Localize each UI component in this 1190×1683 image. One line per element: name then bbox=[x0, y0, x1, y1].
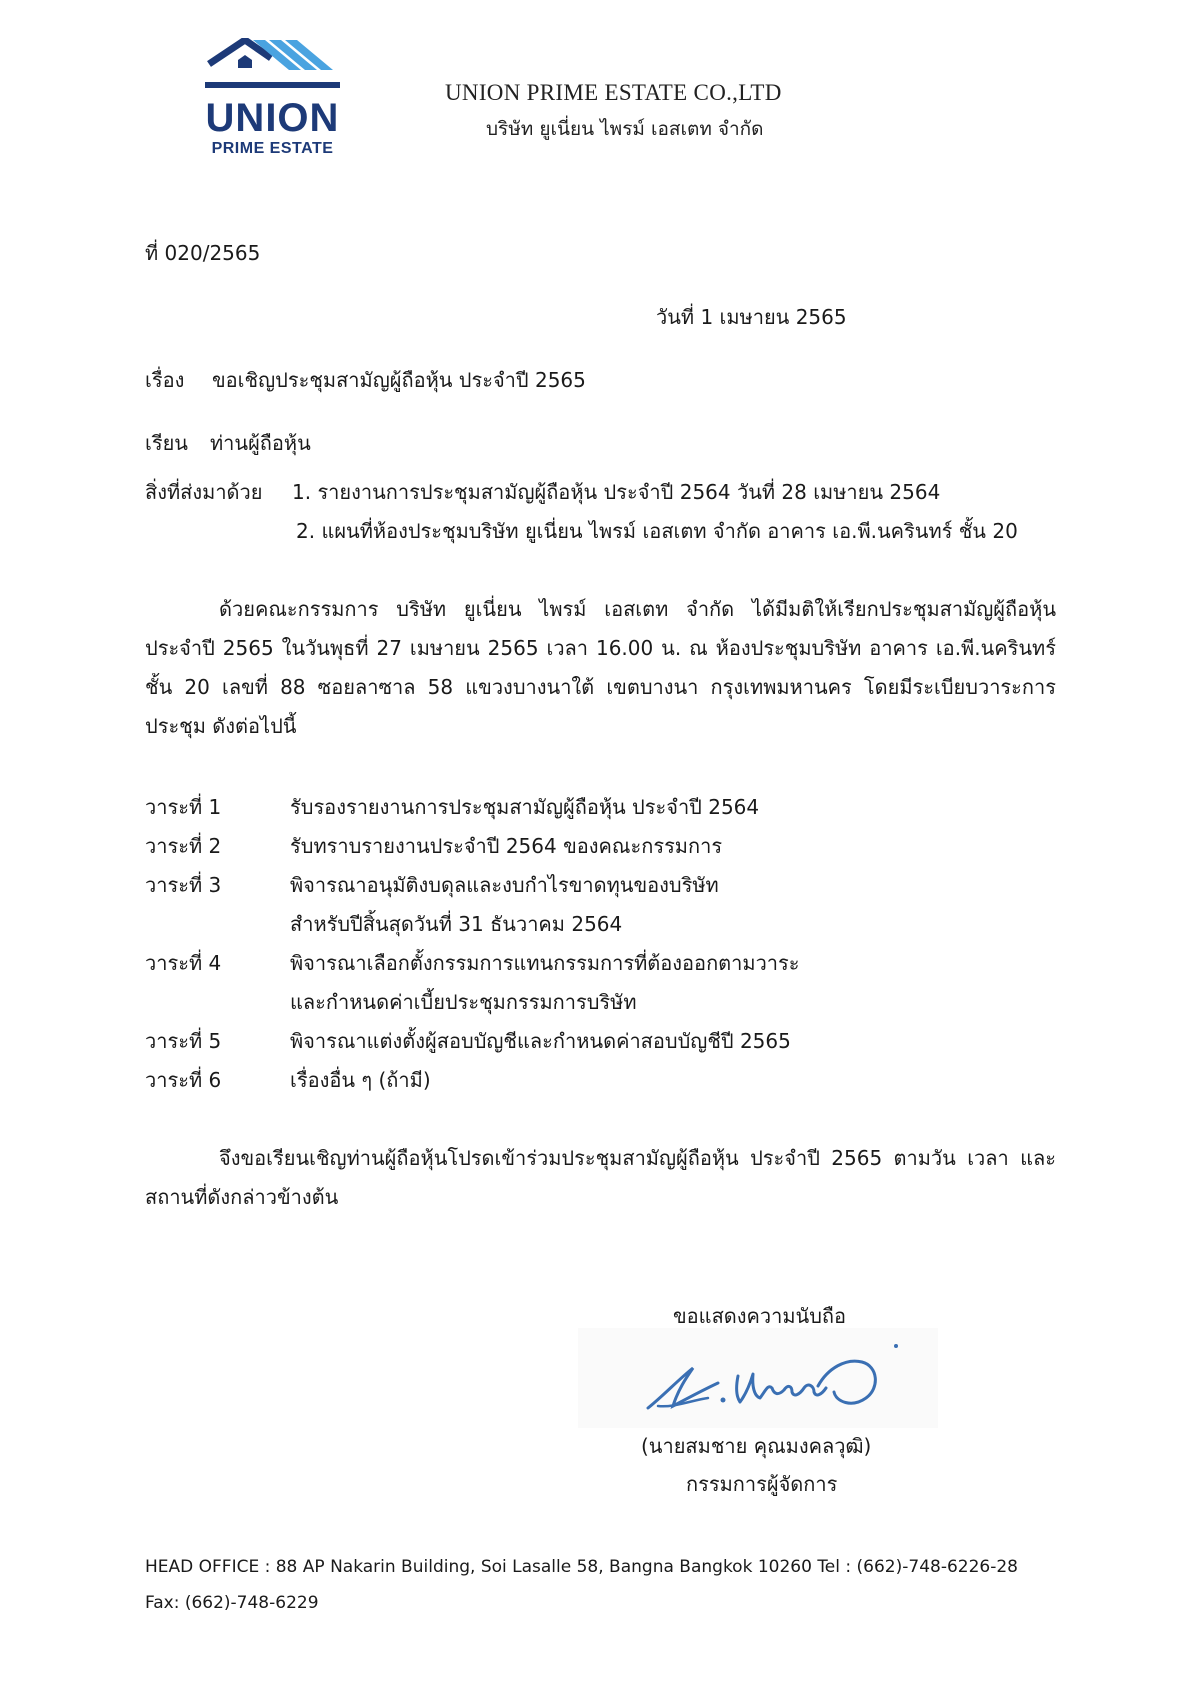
footer-fax: Fax: (662)-748-6229 bbox=[145, 1593, 319, 1613]
agenda-item-continued: สำหรับปีสิ้นสุดวันที่ 31 ธันวาคม 2564 bbox=[290, 912, 623, 936]
paragraph-line: จึงขอเรียนเชิญท่านผู้ถือหุ้นโปรดเข้าร่วมประชุมสามัญผู้ถือหุ้น ประจำปี 2565 ตามวัน เวลา และ bbox=[219, 1146, 1056, 1170]
agenda-item: เรื่องอื่น ๆ (ถ้ามี) bbox=[290, 1068, 431, 1092]
agenda-item: รับทราบรายงานประจำปี 2564 ของคณะกรรมการ bbox=[290, 834, 723, 858]
agenda-item-continued: และกำหนดค่าเบี้ยประชุมกรรมการบริษัท bbox=[290, 990, 637, 1014]
company-name-th: บริษัท ยูเนี่ยน ไพรม์ เอสเตท จำกัด bbox=[486, 118, 764, 140]
paragraph-line: ประจำปี 2565 ในวันพุธที่ 27 เมษายน 2565 เวลา 16.00 น. ณ ห้องประชุมบริษัท อาคาร เอ.พี.นครินทร์ bbox=[145, 636, 1056, 660]
paragraph-line: สถานที่ดังกล่าวข้างต้น bbox=[145, 1185, 339, 1209]
agenda-label: วาระที่ 2 bbox=[145, 834, 222, 858]
agenda-label: วาระที่ 4 bbox=[145, 951, 222, 975]
paragraph-line: ประชุม ดังต่อไปนี้ bbox=[145, 714, 297, 738]
closing-regards: ขอแสดงความนับถือ bbox=[673, 1304, 847, 1328]
signatory-title: กรรมการผู้จัดการ bbox=[686, 1472, 838, 1496]
agenda-label: วาระที่ 1 bbox=[145, 795, 222, 819]
salutation-label: เรียน bbox=[145, 431, 188, 455]
subject-text: ขอเชิญประชุมสามัญผู้ถือหุ้น ประจำปี 2565 bbox=[212, 368, 586, 392]
agenda-item: รับรองรายงานการประชุมสามัญผู้ถือหุ้น ประจำปี 2564 bbox=[290, 795, 760, 819]
agenda-item: พิจารณาแต่งตั้งผู้สอบบัญชีและกำหนดค่าสอบบัญชีปี 2565 bbox=[290, 1029, 791, 1053]
paragraph-line: ด้วยคณะกรรมการ บริษัท ยูเนี่ยน ไพรม์ เอสเตท จำกัด ได้มีมติให้เรียกประชุมสามัญผู้ถือหุ้น bbox=[219, 597, 1056, 621]
closing-paragraph bbox=[145, 1144, 1056, 1211]
logo-subtitle: PRIME ESTATE bbox=[211, 140, 334, 157]
salutation-recipient: ท่านผู้ถือหุ้น bbox=[210, 431, 311, 455]
subject-label: เรื่อง bbox=[145, 368, 185, 392]
agenda-label: วาระที่ 6 bbox=[145, 1068, 222, 1092]
agenda-label: วาระที่ 3 bbox=[145, 873, 222, 897]
enclosure-item: 2. แผนที่ห้องประชุมบริษัท ยูเนี่ยน ไพรม์ เอสเตท จำกัด อาคาร เอ.พี.นครินทร์ ชั้น 20 bbox=[296, 519, 1018, 543]
intro-paragraph bbox=[145, 595, 1056, 740]
agenda-item: พิจารณาอนุมัติงบดุลและงบกำไรขาดทุนของบริษัท bbox=[290, 873, 719, 897]
footer-address: HEAD OFFICE : 88 AP Nakarin Building, Soi Lasalle 58, Bangna Bangkok 10260 Tel : (662)-748-6226-28 bbox=[145, 1557, 1018, 1577]
agenda-item: พิจารณาเลือกตั้งกรรมการแทนกรรมการที่ต้องออกตามวาระ bbox=[290, 951, 800, 975]
signatory-name: (นายสมชาย คุณมงคลวุฒิ) bbox=[641, 1434, 872, 1458]
company-name-en: UNION PRIME ESTATE CO.,LTD bbox=[445, 80, 782, 105]
paragraph-line: ชั้น 20 เลขที่ 88 ซอยลาซาล 58 แขวงบางนาใต้ เขตบางนา กรุงเทพมหานคร โดยมีระเบียบวาระการ bbox=[145, 675, 1056, 699]
company-logo bbox=[205, 38, 340, 160]
enclosure-label: สิ่งที่ส่งมาด้วย bbox=[145, 480, 263, 504]
roof-icon bbox=[205, 38, 340, 98]
agenda-label: วาระที่ 5 bbox=[145, 1029, 222, 1053]
enclosure-item: 1. รายงานการประชุมสามัญผู้ถือหุ้น ประจำปี 2564 วันที่ 28 เมษายน 2564 bbox=[292, 480, 941, 504]
letter-reference: ที่ 020/2565 bbox=[145, 241, 261, 265]
signature-image bbox=[578, 1328, 938, 1428]
letter-date: วันที่ 1 เมษายน 2565 bbox=[656, 305, 847, 329]
logo-wordmark: UNION bbox=[205, 96, 340, 140]
